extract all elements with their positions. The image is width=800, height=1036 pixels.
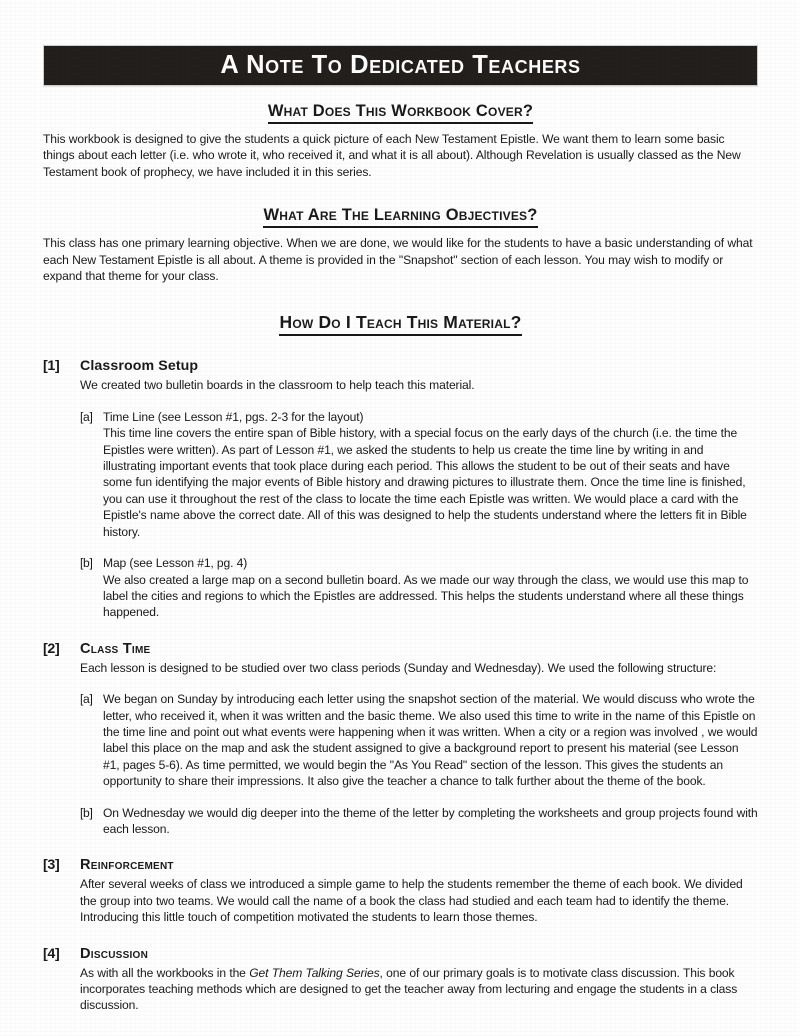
lettered-subitem-tag: [a]: [80, 692, 93, 707]
section-heading-workbook-cover-text: What Does This Workbook Cover?: [268, 102, 533, 124]
numbered-item-paragraph: Each lesson is designed to be studied over two class periods (Sunday and Wednesday). We used the following structure:: [80, 660, 717, 675]
numbered-item-paragraph: We created two bulletin boards in the classroom to help teach this material.: [80, 378, 475, 393]
lettered-subitem-paragraph: On Wednesday we would dig deeper into the theme of the letter by completing the worksheets and group projects found with each lesson.: [103, 805, 758, 836]
numbered-item-body: [80, 876, 758, 925]
numbered-item-header: [43, 358, 758, 374]
numbered-item-tag: [2]: [43, 640, 60, 657]
numbered-item-header: [43, 641, 758, 657]
numbered-item-body: [80, 660, 758, 676]
numbered-item-title: Classroom Setup: [80, 358, 199, 375]
lettered-subitem-title: Time Line (see Lesson #1, pgs. 2-3 for the layout): [103, 409, 364, 424]
numbered-item-header: [43, 946, 758, 962]
paragraph-text-run: As with all the workbooks in the: [80, 965, 250, 980]
lettered-subitem-tag: [b]: [80, 805, 93, 820]
lettered-subitem-content: [103, 409, 758, 540]
document-content: [43, 0, 758, 1014]
section-paragraph-workbook-cover: This workbook is designed to give the students a quick picture of each New Testament Epistle. We want them to learn some basic things about each letter (i.e. who wrote it, who received it, and what it is all about). Although Revelation is usually classed as the New Testament book of prophecy, we have included it in this series.: [43, 132, 741, 179]
numbered-item-title: Reinforcement: [80, 857, 174, 874]
lettered-subitem: [80, 805, 758, 838]
lettered-subitem: [80, 691, 758, 789]
lettered-subitem-tag: [a]: [80, 409, 93, 424]
lettered-subitem-content: [103, 805, 758, 838]
numbered-item-title: Discussion: [80, 945, 149, 962]
lettered-subitem-content: [103, 555, 758, 621]
section-heading-learning-objectives: [43, 206, 758, 228]
numbered-item: [43, 946, 758, 1014]
numbered-item-list: [43, 358, 758, 1013]
numbered-item: [43, 641, 758, 838]
numbered-item-header: [43, 857, 758, 873]
lettered-subitem-paragraph: We also created a large map on a second bulletin board. As we made our way through the class, we would use this map to label the cities and regions to which the Epistles are addressed. This helps the students understand where all these things happened.: [103, 572, 749, 620]
section-paragraph-learning-objectives: This class has one primary learning objective. When we are done, we would like for the students to have a basic understanding of what each New Testament Epistle is all about. A theme is provided in the "Snapshot" section of each lesson. You may wish to modify or expand that theme for your class.: [43, 236, 753, 284]
section-heading-learning-objectives-text: What Are The Learning Objectives?: [263, 206, 537, 228]
numbered-item-paragraph: After several weeks of class we introduced a simple game to help the students remember the theme of each book. We divided the group into two teams. We would call the name of a book the class had studied and each team had to identify the theme. Introducing this little touch of competition motivated the students to learn those themes.: [80, 877, 743, 925]
numbered-item: [43, 358, 758, 620]
numbered-item-tag: [4]: [43, 945, 60, 962]
lettered-subitem-tag: [b]: [80, 556, 93, 571]
section-heading-how-to-teach: [43, 312, 758, 336]
numbered-item-body: [80, 965, 758, 1014]
lettered-subitem-paragraph: This time line covers the entire span of Bible history, with a special focus on the early days of the church (i.e. the time the Epistles were written). As part of Lesson #1, we asked the students to help us create the time line by writing in and illustrating important events that took place during each period. This allows the student to be out of their seats and have some fun identifying the major events of Bible history and drawing pictures to illustrate them. Once the time line is finished, you can use it throughout the rest of the class to locate the time each Epistle was written. We would place a card with the Epistle's name above the correct date. All of this was designed to help the students understand where the letters fit in Bible history.: [103, 426, 747, 539]
paragraph-text-run: , one of our primary goals is to motivate class discussion. This book incorporates teaching methods which are designed to get the teacher away from lecturing and engage the students in a class discussion.: [80, 965, 738, 1013]
document-title-banner: [43, 45, 758, 86]
numbered-item: [43, 857, 758, 925]
page-title: A Note To Dedicated Teachers: [220, 50, 581, 79]
lettered-subitem-content: [103, 691, 758, 789]
numbered-item-body: [80, 377, 758, 393]
numbered-item-tag: [1]: [43, 358, 60, 375]
lettered-subitem-title: Map (see Lesson #1, pg. 4): [103, 556, 248, 571]
lettered-subitem: [80, 409, 758, 540]
section-heading-workbook-cover: [43, 102, 758, 124]
italic-series-title: Get Them Talking Series: [249, 965, 380, 980]
numbered-item-title: Class Time: [80, 640, 151, 657]
lettered-subitem: [80, 555, 758, 621]
numbered-item-tag: [3]: [43, 857, 60, 874]
lettered-subitem-paragraph: We began on Sunday by introducing each letter using the snapshot section of the material. We would discuss who wrote the letter, who received it, when it was written and the basic theme. We also used this time to write in the name of this Epistle on the time line and point out what events were happening when it was written. When a city or a region was involved , we would label this place on the map and ask the student assigned to give a background report to present his material (see Lesson #1, pages 5-6). As time permitted, we would begin the "As You Read" section of the lesson. This gives the students an opportunity to share their impressions. It also give the teacher a chance to talk further about the theme of the book.: [103, 692, 758, 789]
section-heading-how-to-teach-text: How Do I Teach This Material?: [279, 312, 521, 336]
numbered-item-paragraph: [80, 965, 758, 1014]
